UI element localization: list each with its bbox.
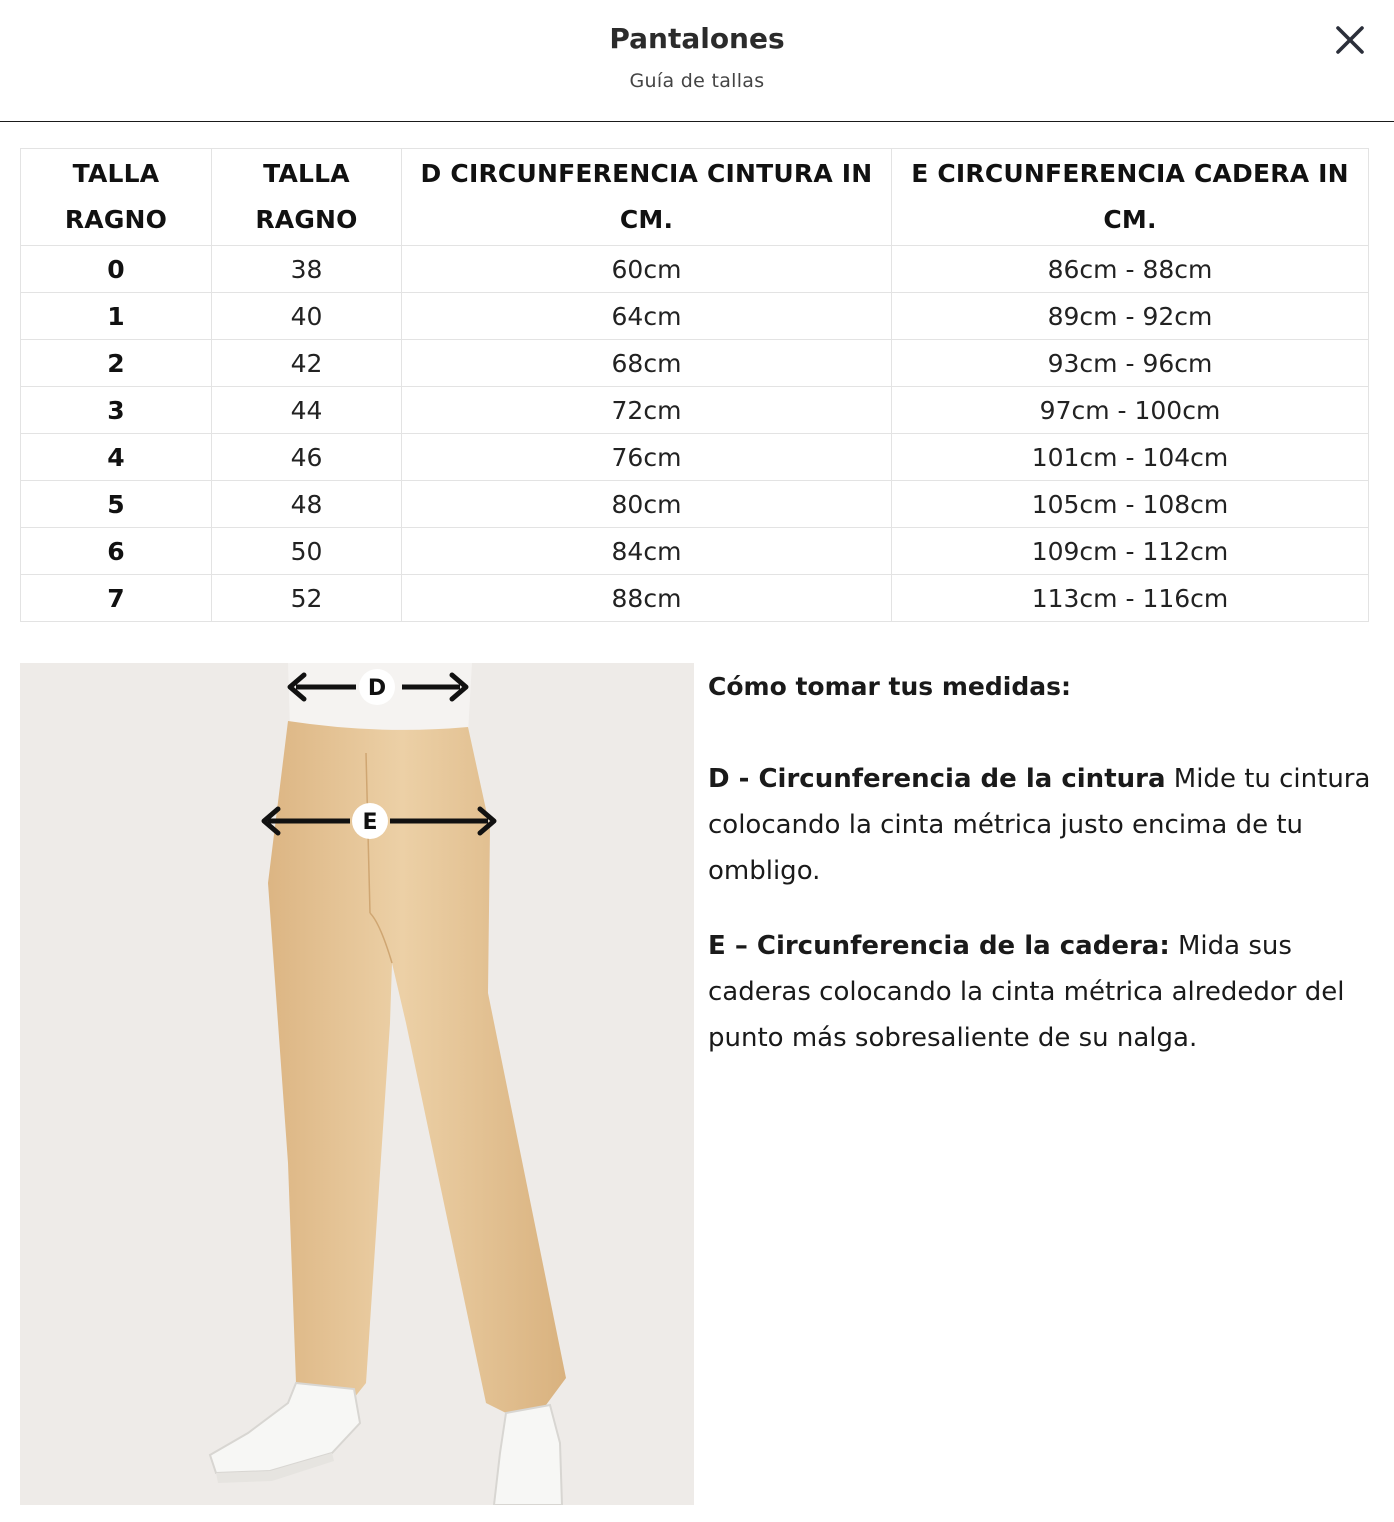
table-cell: 40 (212, 293, 402, 340)
pants-illustration (20, 663, 694, 1505)
table-cell: 0 (21, 246, 212, 293)
table-cell: 50 (212, 528, 402, 575)
table-cell: 86cm - 88cm (892, 246, 1369, 293)
table-row (21, 246, 1369, 293)
table-cell: 6 (21, 528, 212, 575)
table-cell: 97cm - 100cm (892, 387, 1369, 434)
table-row (21, 575, 1369, 622)
table-cell: 80cm (402, 481, 892, 528)
right-shoe (494, 1405, 562, 1505)
measuring-instructions (708, 664, 1378, 1061)
table-cell: 52 (212, 575, 402, 622)
table-cell: 105cm - 108cm (892, 481, 1369, 528)
table-cell: 113cm - 116cm (892, 575, 1369, 622)
table-cell: 46 (212, 434, 402, 481)
close-icon (1335, 25, 1365, 55)
table-cell: 38 (212, 246, 402, 293)
table-cell: 89cm - 92cm (892, 293, 1369, 340)
table-cell: 68cm (402, 340, 892, 387)
hip-instruction-text: Mida sus caderas colocando la cinta métrica alrededor del punto más sobresaliente de su nalga. (708, 931, 1345, 1053)
table-cell: 2 (21, 340, 212, 387)
table-cell: 84cm (402, 528, 892, 575)
modal-header (0, 0, 1394, 122)
table-cell: 42 (212, 340, 402, 387)
close-button[interactable] (1328, 18, 1372, 62)
hip-instruction (708, 923, 1378, 1061)
table-cell: 109cm - 112cm (892, 528, 1369, 575)
table-cell: 4 (21, 434, 212, 481)
table-row (21, 293, 1369, 340)
measurement-illustration (20, 663, 694, 1505)
table-cell: 5 (21, 481, 212, 528)
hip-label: E (362, 810, 378, 835)
table-cell: 101cm - 104cm (892, 434, 1369, 481)
table-cell: 1 (21, 293, 212, 340)
table-cell: 88cm (402, 575, 892, 622)
page-title: Pantalones (609, 22, 785, 55)
table-cell: 93cm - 96cm (892, 340, 1369, 387)
table-row (21, 434, 1369, 481)
table-header-row (21, 149, 1369, 246)
table-cell: 7 (21, 575, 212, 622)
table-cell: 48 (212, 481, 402, 528)
waist-instruction (708, 756, 1378, 894)
size-table (20, 148, 1369, 622)
table-cell: 64cm (402, 293, 892, 340)
column-header-waist: D CIRCUNFERENCIA CINTURA IN CM. (402, 149, 892, 246)
table-cell: 44 (212, 387, 402, 434)
column-header-size-eu: TALLA RAGNO (212, 149, 402, 246)
column-header-hip: E CIRCUNFERENCIA CADERA IN CM. (892, 149, 1369, 246)
table-row (21, 528, 1369, 575)
waist-instruction-title: D - Circunferencia de la cintura (708, 764, 1166, 794)
column-header-size: TALLA RAGNO (21, 149, 212, 246)
waist-label: D (367, 676, 387, 701)
table-row (21, 340, 1369, 387)
table-cell: 76cm (402, 434, 892, 481)
hip-instruction-title: E – Circunferencia de la cadera: (708, 931, 1170, 961)
instructions-heading: Cómo tomar tus medidas: (708, 672, 1071, 701)
page-subtitle: Guía de tallas (629, 70, 765, 92)
table-cell: 3 (21, 387, 212, 434)
table-row (21, 481, 1369, 528)
waist-instruction-text: Mide tu cintura colocando la cinta métrica justo encima de tu ombligo. (708, 764, 1371, 886)
table-row (21, 387, 1369, 434)
table-cell: 60cm (402, 246, 892, 293)
table-cell: 72cm (402, 387, 892, 434)
